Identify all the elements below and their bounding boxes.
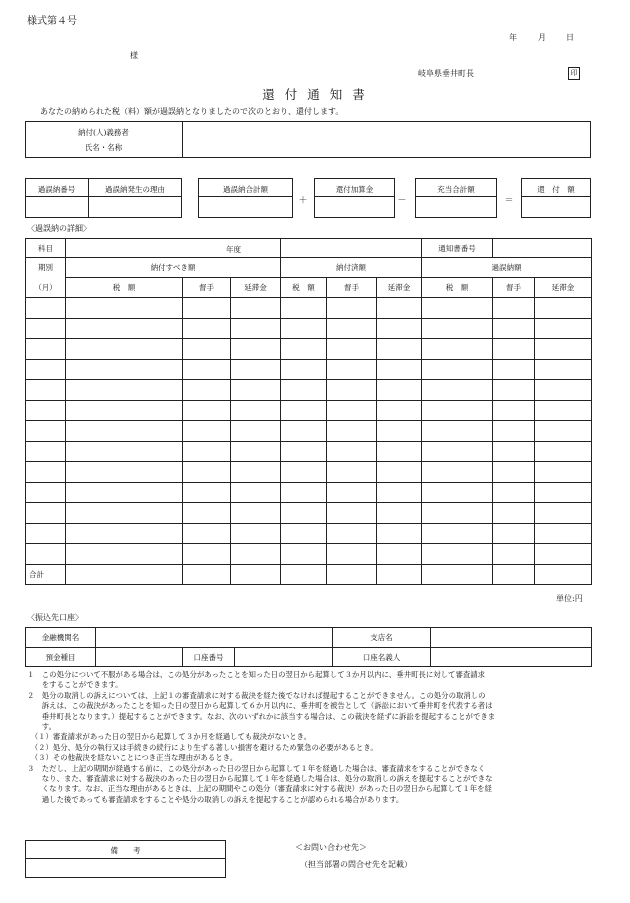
detail-cell[interactable] (493, 544, 535, 565)
detail-cell[interactable] (535, 318, 592, 339)
detail-cell[interactable] (281, 339, 327, 360)
detail-cell[interactable] (327, 400, 377, 421)
account-holder-label: 口座名義人 (333, 648, 431, 667)
due-tax-header: 税 額 (66, 278, 183, 298)
paid-late-header: 延滞金 (377, 278, 422, 298)
deposit-type-label: 預金種目 (26, 648, 96, 667)
detail-cell[interactable] (26, 421, 66, 442)
deposit-type-field[interactable] (96, 648, 183, 667)
detail-cell[interactable] (422, 503, 493, 524)
note-line: ３ ただし、上記の期間が経過する前に、この処分があった日の翌日から起算して１年を経過した場合は、審査請求をすることができなく (27, 763, 486, 773)
divider (198, 196, 293, 197)
detail-cell[interactable] (327, 359, 377, 380)
detail-cell[interactable] (231, 462, 281, 483)
total-cell[interactable] (493, 564, 535, 584)
detail-cell[interactable] (66, 523, 183, 544)
detail-row (26, 482, 592, 503)
detail-cell[interactable] (231, 318, 281, 339)
detail-cell[interactable] (66, 380, 183, 401)
detail-row (26, 400, 592, 421)
detail-cell[interactable] (327, 544, 377, 565)
total-cell[interactable] (231, 564, 281, 584)
date-year: 年 (509, 33, 517, 42)
detail-cell[interactable] (183, 462, 231, 483)
detail-cell[interactable] (183, 523, 231, 544)
detail-cell[interactable] (535, 339, 592, 360)
detail-cell[interactable] (231, 339, 281, 360)
note-line: くなります。なお、正当な理由があるときは、上記の期間やこの処分（審査請求に対する裁決）があった日の翌日から起算して１年を経 (27, 784, 492, 794)
detail-cell[interactable] (26, 400, 66, 421)
detail-cell[interactable] (327, 482, 377, 503)
over-tax-header: 税 額 (422, 278, 493, 298)
detail-cell[interactable] (66, 318, 183, 339)
detail-row (26, 503, 592, 524)
detail-cell[interactable] (231, 523, 281, 544)
detail-cell[interactable] (327, 298, 377, 319)
detail-cell[interactable] (327, 318, 377, 339)
fiscal-year-field[interactable] (281, 239, 422, 258)
unit-label: 単位:円 (556, 594, 583, 603)
detail-cell[interactable] (327, 503, 377, 524)
bank-name-label: 金融機関名 (26, 628, 96, 648)
notice-no-field[interactable] (493, 239, 592, 258)
detail-cell[interactable] (422, 318, 493, 339)
detail-cell[interactable] (66, 359, 183, 380)
note-line: をすることができます。 (27, 680, 123, 690)
minus-sign: － (397, 196, 407, 206)
detail-cell[interactable] (281, 318, 327, 339)
plus-sign: ＋ (298, 196, 308, 206)
detail-cell[interactable] (377, 503, 422, 524)
detail-cell[interactable] (183, 503, 231, 524)
overpayment-reason-label: 過誤納発生の理由 (105, 185, 165, 194)
note-line: （３）その他裁決を経ないことにつき正当な理由があるとき。 (27, 753, 238, 763)
total-label: 合計 (26, 564, 66, 584)
detail-cell[interactable] (26, 318, 66, 339)
detail-cell[interactable] (535, 523, 592, 544)
detail-cell[interactable] (535, 359, 592, 380)
paid-tax-header: 税 額 (281, 278, 327, 298)
detail-cell[interactable] (493, 462, 535, 483)
detail-cell[interactable] (493, 421, 535, 442)
branch-label: 支店名 (333, 628, 431, 648)
note-line: 訴えは、この裁決があったことを知った日の翌日から起算して６か月以内に、垂井町を被告として（訴訟において垂井町を代表する者は (27, 701, 493, 711)
detail-cell[interactable] (422, 441, 493, 462)
remarks-field[interactable] (27, 860, 224, 876)
detail-cell[interactable] (281, 544, 327, 565)
total-cell[interactable] (535, 564, 592, 584)
detail-cell[interactable] (493, 503, 535, 524)
detail-cell[interactable] (183, 544, 231, 565)
detail-cell[interactable] (26, 462, 66, 483)
detail-cell[interactable] (66, 339, 183, 360)
document-title: 還 付 通 知 書 (262, 87, 368, 102)
refund-amount-label: 還 付 額 (537, 185, 575, 194)
detail-cell[interactable] (535, 441, 592, 462)
detail-cell[interactable] (493, 339, 535, 360)
detail-cell[interactable] (66, 503, 183, 524)
detail-cell[interactable] (183, 359, 231, 380)
detail-cell[interactable] (493, 523, 535, 544)
inquiry-heading: ＜お問い合わせ先＞ (295, 843, 367, 852)
overpayment-total-label: 過誤納合計額 (223, 185, 268, 194)
inquiry-note: （担当部署の問合せ先を記載） (300, 860, 412, 869)
detail-cell[interactable] (231, 380, 281, 401)
overpayment-no-label: 過誤納番号 (37, 185, 76, 194)
detail-cell[interactable] (422, 421, 493, 442)
detail-cell[interactable] (535, 421, 592, 442)
detail-cell[interactable] (66, 400, 183, 421)
fiscal-year-label: 年度 (226, 245, 241, 254)
detail-cell[interactable] (183, 298, 231, 319)
detail-cell[interactable] (66, 482, 183, 503)
period-label: 期別 (26, 258, 66, 278)
detail-cell[interactable] (493, 318, 535, 339)
due-fee-header: 督手 (183, 278, 231, 298)
detail-row (26, 544, 592, 565)
seal-mark: 印 (568, 67, 580, 80)
bank-account-table (25, 627, 592, 667)
detail-cell[interactable] (422, 544, 493, 565)
detail-cell[interactable] (493, 482, 535, 503)
detail-cell[interactable] (535, 380, 592, 401)
total-cell[interactable] (327, 564, 377, 584)
total-row (26, 564, 592, 584)
detail-cell[interactable] (231, 400, 281, 421)
detail-cell[interactable] (26, 380, 66, 401)
detail-cell[interactable] (377, 523, 422, 544)
detail-cell[interactable] (377, 298, 422, 319)
overpayment-detail-table (25, 238, 592, 585)
detail-cell[interactable] (493, 298, 535, 319)
date-month: 月 (538, 33, 546, 42)
total-cell[interactable] (422, 564, 493, 584)
note-line: なり、また、審査請求に対する裁決のあった日の翌日から起算して１年を経過した場合は、処分の取消しの訴えを提起することができな (27, 774, 493, 784)
detail-cell[interactable] (183, 400, 231, 421)
detail-row (26, 380, 592, 401)
detail-cell[interactable] (26, 339, 66, 360)
detail-cell[interactable] (377, 441, 422, 462)
note-line: 過した後であっても審査請求をすることや処分の取消しの訴えを提起することが認められる場合があります。 (27, 794, 404, 804)
due-late-header: 延滞金 (231, 278, 281, 298)
detail-cell[interactable] (493, 400, 535, 421)
equals-sign: ＝ (504, 196, 514, 206)
detail-cell[interactable] (535, 400, 592, 421)
detail-cell[interactable] (493, 441, 535, 462)
detail-cell[interactable] (327, 441, 377, 462)
detail-cell[interactable] (26, 298, 66, 319)
detail-cell[interactable] (231, 482, 281, 503)
detail-row (26, 298, 592, 319)
detail-cell[interactable] (66, 298, 183, 319)
overpaid-amount-header: 過誤納額 (422, 258, 592, 278)
detail-cell[interactable] (327, 523, 377, 544)
subject-label: 科目 (26, 239, 66, 258)
detail-cell[interactable] (377, 339, 422, 360)
detail-row (26, 339, 592, 360)
account-holder-field[interactable] (431, 648, 592, 667)
over-fee-header: 督手 (493, 278, 535, 298)
payer-name-field[interactable] (184, 123, 588, 156)
total-cell[interactable] (377, 564, 422, 584)
detail-cell[interactable] (281, 298, 327, 319)
note-line: す。 (27, 722, 56, 732)
detail-cell[interactable] (281, 400, 327, 421)
detail-cell[interactable] (183, 482, 231, 503)
detail-cell[interactable] (535, 482, 592, 503)
account-no-field[interactable] (235, 648, 333, 667)
paid-fee-header: 督手 (327, 278, 377, 298)
note-line: ２ 処分の取消しの訴えについては、上記１の審査請求に対する裁決を経た後でなければ提起することができません。この処分の取消しの (27, 690, 486, 700)
detail-cell[interactable] (183, 441, 231, 462)
intro-text: あなたの納められた税（料）額が過誤納となりましたので次のとおり、還付します。 (40, 107, 344, 116)
detail-cell[interactable] (377, 318, 422, 339)
detail-cell[interactable] (26, 359, 66, 380)
note-line: （２）処分、処分の執行又は手続きの続行により生ずる著しい損害を避けるため緊急の必要があるとき。 (27, 742, 378, 752)
refund-addition-label: 還付加算金 (335, 185, 374, 194)
detail-cell[interactable] (422, 380, 493, 401)
detail-cell[interactable] (422, 339, 493, 360)
detail-cell[interactable] (66, 421, 183, 442)
detail-cell[interactable] (281, 359, 327, 380)
name-label: 氏名・名称 (84, 143, 123, 152)
detail-cell[interactable] (183, 339, 231, 360)
detail-cell[interactable] (377, 421, 422, 442)
detail-cell[interactable] (535, 503, 592, 524)
detail-cell[interactable] (327, 339, 377, 360)
issuer: 岐阜県垂井町長 (418, 69, 474, 78)
remarks-label: 備 考 (110, 846, 141, 855)
detail-cell[interactable] (281, 462, 327, 483)
addressee-suffix: 様 (130, 51, 138, 60)
detail-cell[interactable] (183, 380, 231, 401)
detail-cell[interactable] (183, 318, 231, 339)
account-no-label: 口座番号 (183, 648, 235, 667)
date-day: 日 (566, 33, 574, 42)
detail-row (26, 421, 592, 442)
detail-cell[interactable] (231, 503, 281, 524)
detail-row (26, 359, 592, 380)
detail-cell[interactable] (231, 298, 281, 319)
bank-heading: 〈振込先口座〉 (27, 613, 83, 622)
detail-row (26, 318, 592, 339)
detail-cell[interactable] (281, 503, 327, 524)
detail-cell[interactable] (26, 544, 66, 565)
detail-row (26, 523, 592, 544)
divider (25, 858, 226, 859)
detail-cell[interactable] (281, 482, 327, 503)
due-amount-header: 納付すべき額 (66, 258, 281, 278)
detail-cell[interactable] (26, 503, 66, 524)
total-cell[interactable] (183, 564, 231, 584)
detail-cell[interactable] (422, 523, 493, 544)
detail-cell[interactable] (422, 482, 493, 503)
appeal-notes (27, 670, 617, 805)
note-line: 垂井町長となります。）提起することができます。なお、次のいずれかに該当する場合は、この裁決を経ずに訴訟を提起することができま (27, 711, 496, 721)
detail-cell[interactable] (183, 421, 231, 442)
detail-cell[interactable] (281, 380, 327, 401)
detail-cell[interactable] (231, 359, 281, 380)
detail-cell[interactable] (66, 441, 183, 462)
detail-cell[interactable] (377, 544, 422, 565)
detail-cell[interactable] (377, 462, 422, 483)
form-number: 様式第４号 (27, 16, 77, 27)
detail-cell[interactable] (422, 462, 493, 483)
detail-cell[interactable] (493, 359, 535, 380)
total-cell[interactable] (281, 564, 327, 584)
detail-cell[interactable] (327, 462, 377, 483)
detail-cell[interactable] (66, 544, 183, 565)
divider (25, 196, 182, 197)
detail-cell[interactable] (377, 380, 422, 401)
detail-cell[interactable] (26, 523, 66, 544)
payer-label: 納付(人)義務者 (78, 128, 129, 137)
detail-cell[interactable] (327, 421, 377, 442)
detail-cell[interactable] (281, 523, 327, 544)
detail-cell[interactable] (535, 544, 592, 565)
paid-amount-header: 納付済額 (281, 258, 422, 278)
divider (521, 196, 591, 197)
detail-cell[interactable] (377, 482, 422, 503)
detail-cell[interactable] (231, 421, 281, 442)
detail-row (26, 441, 592, 462)
detail-cell[interactable] (281, 441, 327, 462)
note-line: （１）審査請求があった日の翌日から起算して３か月を経過しても裁決がないとき。 (27, 732, 312, 742)
total-cell[interactable] (66, 564, 183, 584)
detail-cell[interactable] (377, 359, 422, 380)
divider (314, 196, 395, 197)
divider (415, 196, 497, 197)
subject-field[interactable] (66, 239, 281, 258)
detail-cell[interactable] (377, 400, 422, 421)
over-late-header: 延滞金 (535, 278, 592, 298)
detail-cell[interactable] (327, 380, 377, 401)
detail-row (26, 462, 592, 483)
note-line: １ この処分について不服がある場合は、この処分があったことを知った日の翌日から起算して３か月以内に、垂井町長に対して審査請求 (27, 670, 486, 679)
divider (182, 121, 183, 158)
detail-cell[interactable] (231, 544, 281, 565)
detail-cell[interactable] (493, 380, 535, 401)
month-label: （月） (26, 278, 66, 298)
detail-cell[interactable] (231, 441, 281, 462)
detail-cell[interactable] (422, 359, 493, 380)
detail-cell[interactable] (535, 462, 592, 483)
detail-cell[interactable] (422, 298, 493, 319)
detail-cell[interactable] (422, 400, 493, 421)
notice-no-label: 通知書番号 (422, 239, 493, 258)
detail-heading: 〈過誤納の詳細〉 (27, 224, 91, 233)
detail-cell[interactable] (281, 421, 327, 442)
detail-cell[interactable] (26, 482, 66, 503)
detail-cell[interactable] (26, 441, 66, 462)
applied-total-label: 充当合計額 (437, 185, 475, 194)
branch-field[interactable] (431, 628, 592, 648)
detail-cell[interactable] (66, 462, 183, 483)
bank-name-field[interactable] (96, 628, 333, 648)
detail-cell[interactable] (535, 298, 592, 319)
